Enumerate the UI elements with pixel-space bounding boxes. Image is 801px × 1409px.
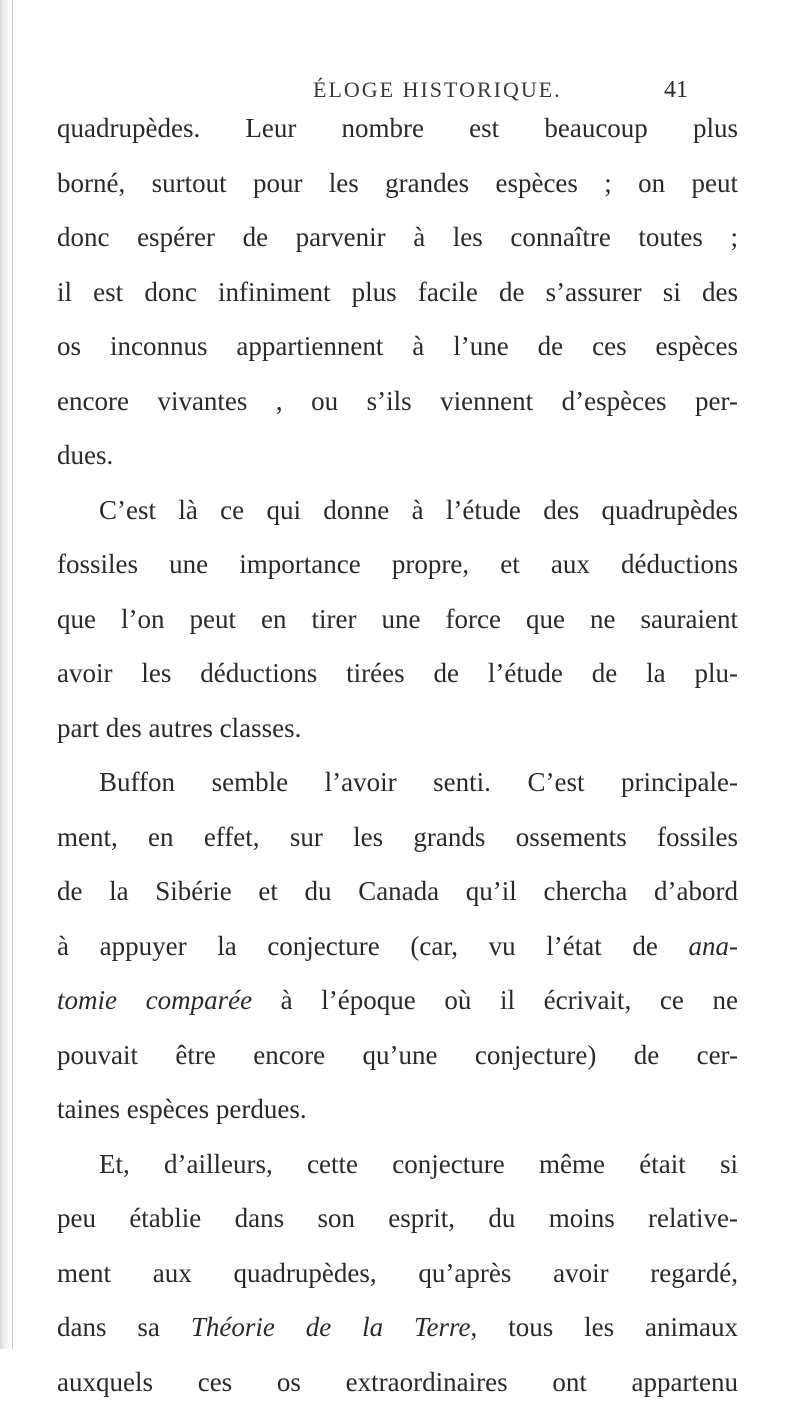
text-line — [57, 919, 738, 974]
running-head-title: ÉLOGE HISTORIQUE. — [313, 70, 562, 110]
text-line: de la Sibérie et du Canada qu’il chercha d’abord — [57, 864, 738, 919]
text-line: encore vivantes , ou s’ils viennent d’espèces per- — [57, 374, 738, 429]
text-line — [57, 973, 738, 1028]
text-segment: dans sa — [57, 1312, 191, 1342]
italic-segment: Théorie de la Terre — [191, 1312, 471, 1342]
page-number: 41 — [664, 70, 688, 110]
text-line: il est donc infiniment plus facile de s’assurer si des — [57, 265, 738, 320]
page-binding-line — [12, 0, 13, 1349]
text-line: ment, en effet, sur les grands ossements fossiles — [57, 810, 738, 865]
body-text — [57, 101, 738, 1409]
text-line: Buffon semble l’avoir senti. C’est principale- — [57, 755, 738, 810]
page-binding-edge — [0, 0, 10, 1349]
text-line: part des autres classes. — [57, 701, 738, 756]
italic-segment: ana- — [689, 931, 739, 961]
text-line — [57, 1300, 738, 1355]
text-line: auxquels ces os extraordinaires ont appartenu — [57, 1355, 738, 1409]
text-segment: à l’époque où il écrivait, ce ne — [252, 985, 738, 1015]
text-line: quadrupèdes. Leur nombre est beaucoup plus — [57, 101, 738, 156]
text-line: peu établie dans son esprit, du moins relative- — [57, 1191, 738, 1246]
italic-segment: tomie comparée — [57, 985, 252, 1015]
text-line: taines espèces perdues. — [57, 1082, 738, 1137]
text-line: Et, d’ailleurs, cette conjecture même était si — [57, 1137, 738, 1192]
text-line: donc espérer de parvenir à les connaître toutes ; — [57, 210, 738, 265]
text-line: ment aux quadrupèdes, qu’après avoir regardé, — [57, 1246, 738, 1301]
text-line: C’est là ce qui donne à l’étude des quadrupèdes — [57, 483, 738, 538]
text-line: os inconnus appartiennent à l’une de ces espèces — [57, 319, 738, 374]
text-segment: , tous les animaux — [471, 1312, 738, 1342]
text-line: que l’on peut en tirer une force que ne sauraient — [57, 592, 738, 647]
text-line: pouvait être encore qu’une conjecture) de cer- — [57, 1028, 738, 1083]
text-line: dues. — [57, 428, 738, 483]
text-line: fossiles une importance propre, et aux déductions — [57, 537, 738, 592]
text-line: borné, surtout pour les grandes espèces ; on peut — [57, 156, 738, 211]
text-line: avoir les déductions tirées de l’étude de la plu- — [57, 646, 738, 701]
text-segment: à appuyer la conjecture (car, vu l’état de — [57, 931, 689, 961]
